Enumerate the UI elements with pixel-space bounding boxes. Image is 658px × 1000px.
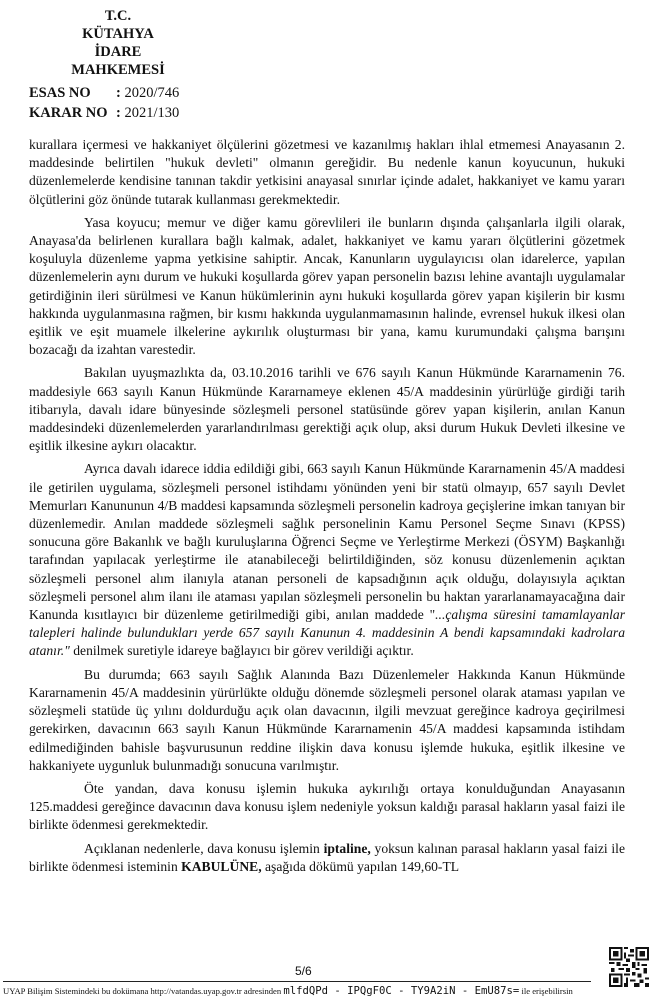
document-body <box>29 136 625 881</box>
karar-no-value: 2021/130 <box>124 105 180 121</box>
law-quote: ...çalışma süresini tamamlayanlar talepleri halinde bulundukları yerde 657 sayılı Kanunun 4. maddesinin A bendi kapsamındaki kadrolara atanır." <box>29 607 625 659</box>
header-city: KÜTAHYA <box>82 26 154 42</box>
paragraph-4-text: Ayrıca davalı idarece iddia edildiği gibi, 663 sayılı Kanun Hükmünde Kararnamenin 45/A maddesi ile getirilen uygulama, sözleşmeli personel istihdamı yönünden yeni bir statü olmayıp, 657 sayılı Devlet Memurları Kanununun 4/B maddesi kapsamında sözleşmeli personelin kadroya geçişlerine imkan tanıyan bir düzenlemedir. Anılan maddede sözleşmeli sağlık personelinin Kamu Personel Seçme Sınavı (KPSS) sonucuna göre Bakanlık ve bağlı kuruluşlarına Öğrenci Seçme ve Yerleştirme Merkezi (ÖSYM) Başkanlığı tarafından yapılacak yerleştirme ile atanabileceği belirtildiğinden, söz konusu düzenlemenin açıktan sözleşmeli personel alım ilanıyla atanan personeli de kapsadığının açık olduğu, dolayısıyla açıktan sözleşmeli personel alım ilanı ile ataması yapılan sözleşmeli personelin bu haktan yararlanamayacağına dair Kanunda kısıtlayıcı bir düzenleme getirilmediği gibi, anılan maddede " <box>29 461 625 623</box>
esas-no-separator: : <box>116 85 121 101</box>
page-number: 5/6 <box>295 964 312 978</box>
karar-no-row <box>29 103 179 123</box>
kabulune-emphasis: KABULÜNE, <box>181 858 262 874</box>
court-header <box>62 7 174 79</box>
paragraph-1: kurallara içermesi ve hakkaniyet ölçülerini gözetmesi ve kazanılmış hakları ihlal etmemesi Anayasanın 2. maddesinde belirtilen "hukuk devleti" olmanın gereğidir. Bu nedenle kanun koyucunun, hukuki düzenlemelerde kendisine tanınan takdir yetkisini anayasal sınırlar içinde adalet, hakkaniyet ve kamu yararı ölçütlerini göz önünde tutarak kullanması gerekmektedir. <box>29 137 625 207</box>
paragraph-5: Bu durumda; 663 sayılı Sağlık Alanında Bazı Düzenlemeler Hakkında Kanun Hükmünde Kararnamenin 45/A maddesinin yürürlükte olduğu dönemde sözleşmeli personel olarak ataması yapılan ve sözleşmeli statüde üç yılını doldurduğu açık olan davacının, ilgili mevzuat gereğince kadroya geçirilmesi gerekirken, davacının 663 sayılı Kanun Hükmünde Kararnamenin 45/A maddesi kapsamında istihdam edilmediğinden bahisle başvurusunun reddine ilişkin dava konusu işlemde hukuka, eşitlik ilkesine ve hakkaniyete uygunluk bulunmadığı sonucuna varılmıştır. <box>29 666 625 773</box>
esas-no-label: ESAS NO <box>29 85 91 101</box>
esas-no-value: 2020/746 <box>124 85 180 101</box>
paragraph-7-text-e: aşağıda dökümü yapılan 149,60-TL <box>261 858 460 874</box>
karar-no-separator: : <box>116 105 121 121</box>
paragraph-4-tail: denilmek suretiyle idareye bağlayıcı bir görev verildiği açıktır. <box>69 643 414 659</box>
qr-code-icon <box>609 947 649 987</box>
karar-no-label: KARAR NO <box>29 105 108 121</box>
paragraph-3: Bakılan uyuşmazlıkta da, 03.10.2016 tarihli ve 676 sayılı Kanun Hükmünde Kararnamenin 76. maddesiyle 663 sayılı Kanun Hükmünde Kararnameye eklenen 45/A maddesinin yürürlüğe girdiği tarih itibarıyla, davalı idare bünyesinde sözleşmeli personel statüsünde görev yapan kişilerin, anılan Kanun maddesindeki düzenlemelerden yararlandırılması gerektiği açık olup, aksi durum Hukuk Devleti ilkesine ve eşitlik ilkesine aykırı olacaktır. <box>29 365 625 454</box>
footer-prefix: UYAP Bilişim Sistemindeki bu dokümana http://vatandas.uyap.gov.tr adresinden <box>3 986 284 996</box>
paragraph-7 <box>29 840 625 876</box>
case-info <box>29 83 179 123</box>
header-court-name: İDARE MAHKEMESİ <box>71 44 165 78</box>
paragraph-7-text-c: yoksun kalınan parasal hakların yasal faizi ile birlikte ödenmesi isteminin <box>29 840 625 874</box>
paragraph-7-text-a: Açıklanan nedenlerle, dava konusu işlemin <box>84 840 324 856</box>
paragraph-4 <box>29 460 625 660</box>
iptaline-emphasis: iptaline, <box>323 840 371 856</box>
paragraph-2: Yasa koyucu; memur ve diğer kamu görevlileri ile bunların dışında çalışanlarla ilgili olarak, Anayasa'da belirlenen kurallara bağlı kalmak, adalet, hakkaniyet ve kamu yararı ölçütlerini gözetmek koşuluyla düzenleme yapma yetkisine sahiptir. Ancak, Kanunların uygulayıcısı olan idarelerce, yapılan düzenlemelerin aynı durum ve hukuki koşullarda görev yapan personelin bazısı lehine avantajlı uygulamalar getirdiğinin ileri sürülmesi ve Kanun hükümlerinin aynı hukuki koşullarda görev yapan kişilerin bir kısmı hakkında uygulanmasına rağmen, bir kısmı hakkında uygulanmamasının halinde, evrensel hukuk ilkesi olan eşitlik ve eşit muamele ilkelerine aykırılık oluşturması bir yana, kamu kurumundaki çalışma barışını bozacağı da izahtan varestedir. <box>29 214 625 358</box>
footer-divider <box>3 981 591 982</box>
header-tc: T.C. <box>104 8 132 24</box>
verification-code: mlfdQPd - IPQgF0C - TY9A2iN - EmU87s= <box>283 985 520 997</box>
footer-suffix: ile erişebilirsin <box>519 986 573 996</box>
esas-no-row <box>29 83 179 103</box>
paragraph-6: Öte yandan, dava konusu işlemin hukuka aykırılığı ortaya konulduğundan Anayasanın 125.maddesi gereğince davacının dava konusu işlem nedeniyle yoksun kaldığı parasal hakların yasal faizi ile birlikte ödenmesi gerekmektedir. <box>29 780 625 833</box>
footer-verification-text <box>3 985 573 997</box>
